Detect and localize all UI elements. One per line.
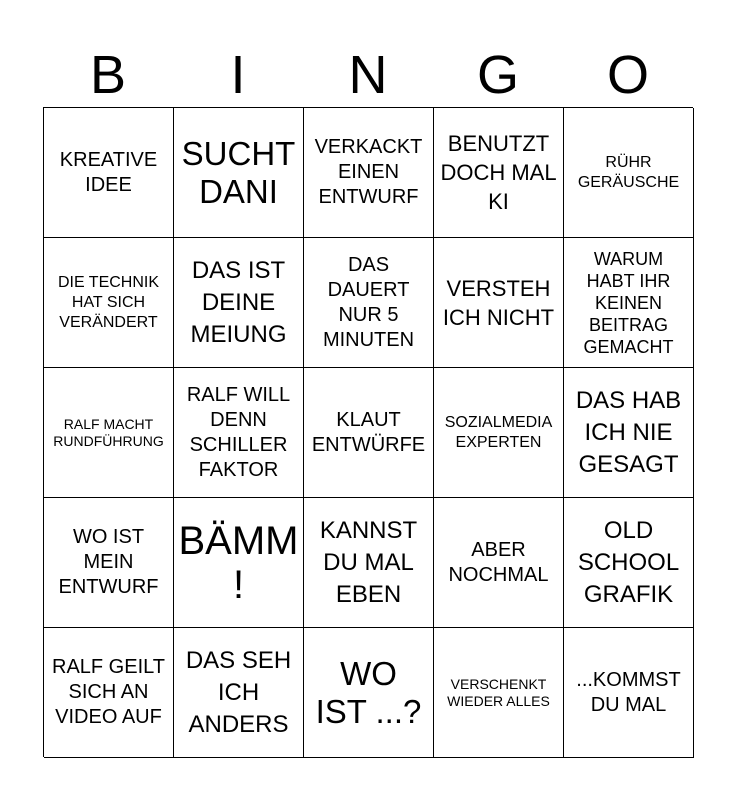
bingo-cell[interactable]: [44, 368, 174, 498]
bingo-cell[interactable]: [44, 628, 174, 758]
cell-text: WO IST ...?: [315, 654, 422, 730]
bingo-cell[interactable]: [304, 108, 434, 238]
cell-text: BÄMM !: [178, 518, 299, 607]
bingo-cell[interactable]: [564, 368, 694, 498]
bingo-cell[interactable]: [304, 628, 434, 758]
bingo-cell[interactable]: [564, 238, 694, 368]
bingo-cell[interactable]: [434, 238, 564, 368]
cell-text: VERKACKT EINEN ENTWURF: [314, 136, 423, 208]
bingo-cell[interactable]: [304, 238, 434, 368]
bingo-cell[interactable]: [434, 498, 564, 628]
bingo-cell[interactable]: [564, 108, 694, 238]
cell-text: KANNST DU MAL EBEN: [319, 516, 418, 608]
cell-text: WO IST MEIN ENTWURF: [58, 526, 159, 598]
bingo-cell[interactable]: [44, 238, 174, 368]
header-letter-b: B: [89, 45, 127, 105]
cell-text: KLAUT ENTWÜRFE: [311, 408, 426, 456]
bingo-cell[interactable]: [434, 628, 564, 758]
header-letter-i: I: [230, 45, 246, 105]
header-letter-n: N: [348, 45, 388, 105]
bingo-header: [43, 44, 693, 106]
bingo-cell[interactable]: [174, 628, 304, 758]
cell-text: DAS HAB ICH NIE GESAGT: [575, 386, 682, 478]
cell-text: DAS DAUERT NUR 5 MINUTEN: [322, 253, 415, 351]
bingo-cell[interactable]: [174, 498, 304, 628]
cell-text: SUCHT DANI: [181, 134, 296, 210]
bingo-cell[interactable]: [174, 108, 304, 238]
cell-text: ABER NOCHMAL: [448, 538, 549, 586]
bingo-cell[interactable]: [304, 498, 434, 628]
bingo-grid: [43, 107, 693, 757]
bingo-cell[interactable]: [44, 108, 174, 238]
cell-text: DAS SEH ICH ANDERS: [185, 646, 292, 738]
cell-text: VERSCHENKT WIEDER ALLES: [447, 675, 550, 709]
bingo-cell[interactable]: [44, 498, 174, 628]
bingo-cell[interactable]: [304, 368, 434, 498]
cell-text: OLD SCHOOL GRAFIK: [577, 516, 680, 608]
bingo-cell[interactable]: [564, 498, 694, 628]
cell-text: DIE TECHNIK HAT SICH VERÄNDERT: [57, 273, 160, 331]
cell-text: VERSTEH ICH NICHT: [442, 275, 555, 330]
cell-text: WARUM HABT IHR KEINEN BEITRAG GEMACHT: [583, 248, 674, 357]
bingo-cell[interactable]: [564, 628, 694, 758]
header-letter-g: G: [476, 45, 519, 105]
cell-text: KREATIVE IDEE: [59, 148, 158, 196]
cell-text: ...KOMMST DU MAL: [576, 668, 681, 716]
cell-text: DAS IST DEINE MEIUNG: [190, 256, 287, 348]
cell-text: RALF GEILT SICH AN VIDEO AUF: [52, 656, 165, 728]
bingo-cell[interactable]: [174, 368, 304, 498]
bingo-cell[interactable]: [434, 108, 564, 238]
cell-text: RÜHR GERÄUSCHE: [577, 153, 680, 191]
cell-text: BENUTZT DOCH MAL KI: [440, 131, 557, 214]
bingo-cell[interactable]: [174, 238, 304, 368]
cell-text: RALF WILL DENN SCHILLER FAKTOR: [186, 383, 291, 481]
cell-text: RALF MACHT RUNDFÜHRUNG: [53, 415, 164, 449]
cell-text: SOZIALMEDIA EXPERTEN: [444, 413, 553, 451]
bingo-cell[interactable]: [434, 368, 564, 498]
header-letter-o: O: [606, 45, 649, 105]
